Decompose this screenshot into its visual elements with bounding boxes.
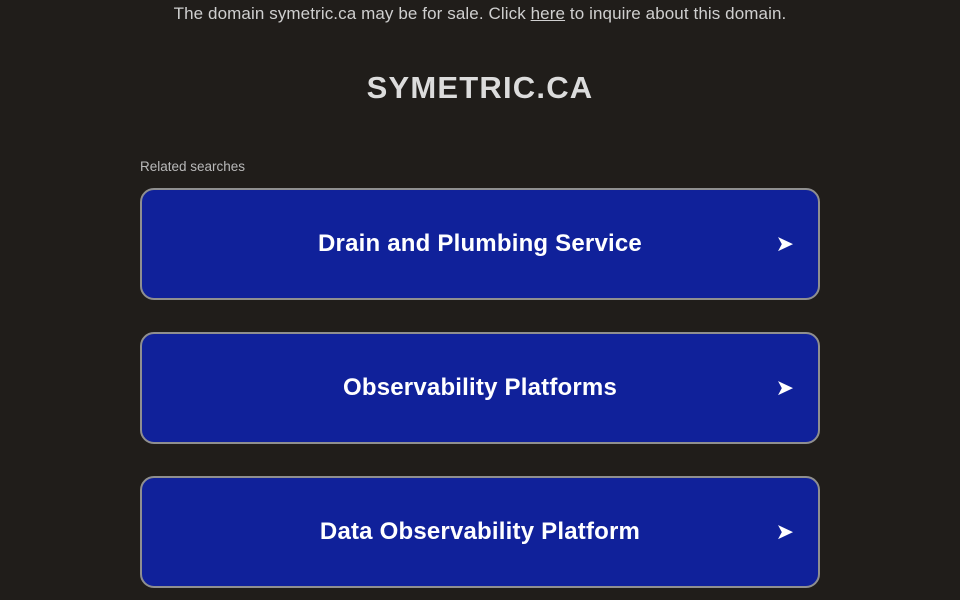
related-search-card-2[interactable]	[140, 332, 820, 444]
related-search-label: Drain and Plumbing Service	[318, 230, 642, 257]
arrow-right-icon: ➤	[775, 231, 794, 256]
banner-prefix-text: The domain symetric.ca may be for sale. Click	[173, 4, 531, 23]
page-title: SYMETRIC.CA	[366, 70, 594, 105]
related-search-card-3[interactable]	[140, 476, 820, 588]
arrow-right-icon: ➤	[775, 375, 794, 400]
related-searches-section	[140, 106, 820, 588]
arrow-right-icon: ➤	[775, 519, 794, 544]
related-search-label: Data Observability Platform	[319, 518, 641, 545]
inquire-link[interactable]: here	[530, 4, 566, 23]
for-sale-banner	[0, 0, 960, 25]
related-searches-label: Related searches	[140, 159, 246, 174]
related-search-card-1[interactable]	[140, 188, 820, 300]
related-search-label: Observability Platforms	[342, 374, 618, 401]
banner-suffix-text: to inquire about this domain.	[565, 4, 787, 23]
